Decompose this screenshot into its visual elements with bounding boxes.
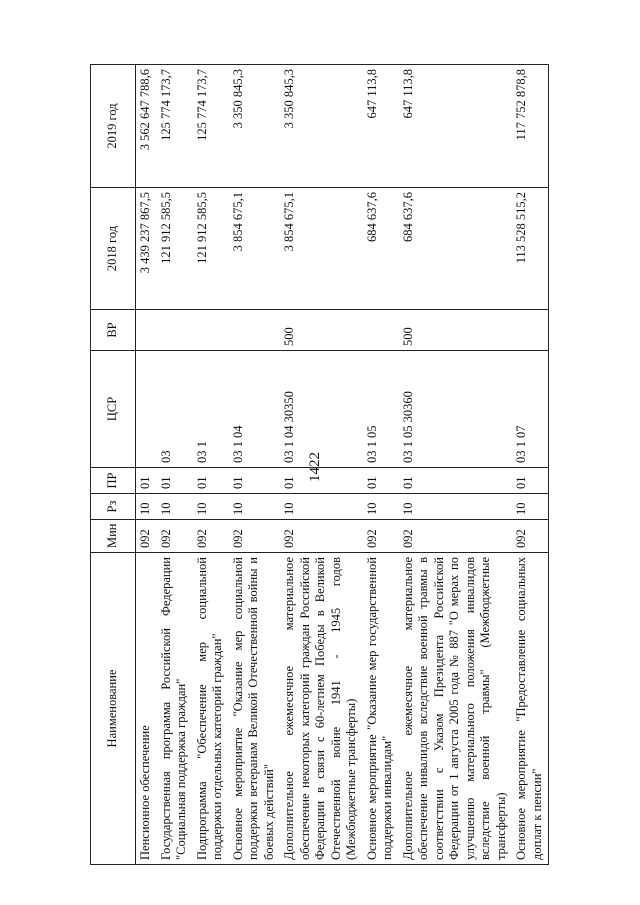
row-2018: 121 912 585,5 xyxy=(157,188,193,310)
row-rz: 10 xyxy=(157,494,193,520)
row-vr xyxy=(229,310,281,351)
row-rz: 10 xyxy=(512,494,549,520)
row-vr xyxy=(363,310,399,351)
table-row xyxy=(157,65,193,865)
table-row xyxy=(193,65,229,865)
row-min: 092 xyxy=(229,520,281,553)
row-csr: 03 1 05 30360 xyxy=(399,351,513,468)
header-vr: ВР xyxy=(91,310,136,351)
row-name: Основное мероприятие "Оказание мер государственной поддержки инвалидам" xyxy=(363,553,399,865)
row-name: Дополнительное ежемесячное материальное обеспечение инвалидов вследствие военной травмы в соответствии с Указом Президента Российской Федерации от 1 августа 2005 года № 887 "О мерах по улучшению материального положения инвалидов вследствие военной травмы" (Межбюджетные трансферты) xyxy=(399,553,513,865)
row-name: Подпрограмма "Обеспечение мер социальной поддержки отдельных категорий граждан" xyxy=(193,553,229,865)
row-name: Пенсионное обеспечение xyxy=(136,553,157,865)
table-row xyxy=(363,65,399,865)
row-name: Основное мероприятие "Оказание мер социальной поддержки ветеранам Великой Отечественной войны и боевых действий" xyxy=(229,553,281,865)
table-row xyxy=(229,65,281,865)
row-csr: 03 1 07 xyxy=(512,351,549,468)
row-min: 092 xyxy=(399,520,513,553)
row-pr: 01 xyxy=(280,468,363,494)
row-rz: 10 xyxy=(136,494,157,520)
header-2019: 2019 год xyxy=(91,65,136,188)
row-csr: 03 xyxy=(157,351,193,468)
header-rz: Рз xyxy=(91,494,136,520)
row-2019: 647 113,8 xyxy=(399,65,513,188)
row-pr: 01 xyxy=(512,468,549,494)
row-name: Основное мероприятие "Предоставление социальных доплат к пенсии" xyxy=(512,553,549,865)
row-pr: 01 xyxy=(399,468,513,494)
row-2019: 117 752 878,8 xyxy=(512,65,549,188)
header-2018: 2018 год xyxy=(91,188,136,310)
row-pr: 01 xyxy=(363,468,399,494)
row-2019: 125 774 173,7 xyxy=(157,65,193,188)
row-pr: 01 xyxy=(136,468,157,494)
row-2019: 3 350 845,3 xyxy=(280,65,363,188)
row-min: 092 xyxy=(136,520,157,553)
row-vr: 500 xyxy=(399,310,513,351)
row-rz: 10 xyxy=(363,494,399,520)
table-row xyxy=(136,65,157,865)
row-2018: 684 637,6 xyxy=(399,188,513,310)
row-pr: 01 xyxy=(193,468,229,494)
row-csr: 03 1 xyxy=(193,351,229,468)
row-min: 092 xyxy=(193,520,229,553)
row-min: 092 xyxy=(157,520,193,553)
page-number: 1422 xyxy=(307,452,323,482)
row-rz: 10 xyxy=(280,494,363,520)
row-2018: 3 854 675,1 xyxy=(229,188,281,310)
row-2019: 3 562 647 788,6 xyxy=(136,65,157,188)
row-pr: 01 xyxy=(157,468,193,494)
row-2018: 684 637,6 xyxy=(363,188,399,310)
row-rz: 10 xyxy=(193,494,229,520)
table-row xyxy=(512,65,549,865)
row-name: Государственная программа Российской Федерации "Социальная поддержка граждан" xyxy=(157,553,193,865)
row-csr: 03 1 04 30350 xyxy=(280,351,363,468)
row-min: 092 xyxy=(280,520,363,553)
row-2019: 3 350 845,3 xyxy=(229,65,281,188)
row-pr: 01 xyxy=(229,468,281,494)
row-2019: 647 113,8 xyxy=(363,65,399,188)
row-min: 092 xyxy=(512,520,549,553)
table-row xyxy=(280,65,363,865)
row-name: Дополнительное ежемесячное материальное обеспечение некоторых категорий граждан Российской Федерации в связи с 60-летием Победы в Великой Отечественной войне 1941 - 1945 годов (Межбюджетные трансферты) xyxy=(280,553,363,865)
row-2018: 121 912 585,5 xyxy=(193,188,229,310)
header-min: Мин xyxy=(91,520,136,553)
row-rz: 10 xyxy=(229,494,281,520)
row-csr: 03 1 05 xyxy=(363,351,399,468)
budget-table xyxy=(90,64,549,865)
row-vr xyxy=(157,310,193,351)
row-2018: 3 439 237 867,5 xyxy=(136,188,157,310)
row-vr xyxy=(136,310,157,351)
row-vr: 500 xyxy=(280,310,363,351)
row-min: 092 xyxy=(363,520,399,553)
header-name: Наименование xyxy=(91,553,136,865)
row-rz: 10 xyxy=(399,494,513,520)
row-2019: 125 774 173,7 xyxy=(193,65,229,188)
row-2018: 113 528 515,2 xyxy=(512,188,549,310)
row-csr xyxy=(136,351,157,468)
header-csr: ЦСР xyxy=(91,351,136,468)
row-vr xyxy=(512,310,549,351)
row-2018: 3 854 675,1 xyxy=(280,188,363,310)
row-csr: 03 1 04 xyxy=(229,351,281,468)
header-pr: ПР xyxy=(91,468,136,494)
rotated-page xyxy=(90,65,630,865)
table-header-row xyxy=(91,65,136,865)
row-vr xyxy=(193,310,229,351)
table-row xyxy=(399,65,513,865)
